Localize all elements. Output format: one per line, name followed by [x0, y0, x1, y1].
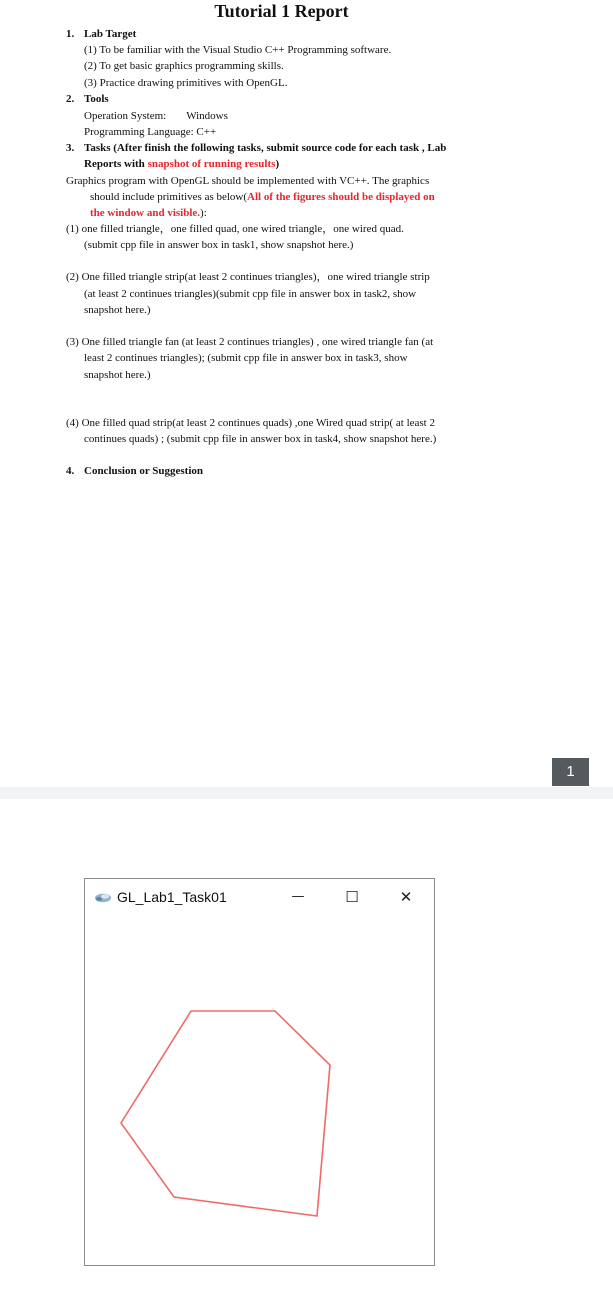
lab-target-item-2: (2) To get basic graphics programming skills.: [84, 60, 284, 72]
operation-system-value: Windows: [186, 110, 228, 122]
tasks-intro-line-3: [90, 206, 207, 220]
lab-target-item-1: (1) To be familiar with the Visual Studio C++ Programming software.: [84, 44, 392, 56]
opengl-window-snapshot: [84, 878, 435, 1266]
app-icon: [94, 891, 112, 909]
window-titlebar: [85, 879, 434, 915]
task-4-line-1: (4) One filled quad strip(at least 2 continues quads) ,one Wired quad strip( at least 2: [66, 417, 435, 429]
task-3-line-3: snapshot here.): [84, 369, 151, 381]
task-2-line-3: snapshot here.): [84, 304, 151, 316]
section-1-number: 1.: [66, 28, 75, 40]
section-3-number: 3.: [66, 142, 75, 154]
tasks-intro-lead: should include primitives as below(: [90, 191, 248, 203]
section-3-title-line-1: Tasks (After finish the following tasks, submit source code for each task , Lab: [84, 142, 447, 154]
page-number-badge: 1: [552, 758, 589, 786]
tasks-intro-line-2: [90, 190, 435, 204]
close-icon: ✕: [399, 888, 413, 906]
tasks-intro-line-1: Graphics program with OpenGL should be implemented with VC++. The graphics: [66, 175, 430, 187]
minimize-icon: —: [291, 889, 305, 904]
section-2-title: Tools: [84, 93, 109, 105]
wired-hexagon: [121, 1011, 330, 1216]
document-title: Tutorial 1 Report: [214, 1, 349, 21]
task-3-line-2: least 2 continues triangles); (submit cpp file in answer box in task3, show: [84, 352, 408, 364]
snapshot-emphasis: snapshot of running results: [147, 158, 276, 170]
task-2-line-1: (2) One filled triangle strip(at least 2 continues triangles)，one wired triangle strip: [66, 271, 430, 283]
task-2-line-2: (at least 2 continues triangles)(submit cpp file in answer box in task2, show: [84, 288, 417, 300]
section-2-number: 2.: [66, 93, 75, 105]
lab-target-item-3: (3) Practice drawing primitives with OpenGL.: [84, 77, 288, 89]
task-4-line-2: continues quads) ; (submit cpp file in answer box in task4, show snapshot here.): [84, 433, 437, 445]
visibility-emphasis-1: All of the figures should be displayed on: [247, 191, 435, 203]
section-4-heading: [66, 464, 203, 478]
section-3-title-lead: Reports with: [84, 158, 148, 170]
section-3-heading: [66, 141, 446, 155]
programming-language-line: Programming Language: C++: [84, 126, 217, 138]
section-3-title-line-2: [84, 157, 279, 171]
section-2-heading: [66, 92, 109, 106]
section-3-title-end: ): [275, 158, 280, 170]
visibility-emphasis-2: the window and visible.: [90, 207, 201, 219]
task-1-line-1: (1) one filled triangle，one filled quad, one wired triangle，one wired quad.: [66, 223, 404, 235]
window-title: GL_Lab1_Task01: [117, 889, 227, 905]
section-1-heading: [66, 27, 136, 41]
task-3-line-1: (3) One filled triangle fan (at least 2 continues triangles) , one wired triangle fan (at: [66, 336, 434, 348]
section-4-title: Conclusion or Suggestion: [84, 465, 203, 477]
section-1-title: Lab Target: [84, 28, 137, 40]
task-1-line-2: (submit cpp file in answer box in task1, show snapshot here.): [84, 239, 354, 251]
page-separator: [0, 787, 613, 799]
gl-canvas: [85, 915, 434, 1265]
tasks-intro-end: ):: [200, 207, 207, 219]
operation-system-line: [84, 109, 228, 123]
section-4-number: 4.: [66, 465, 75, 477]
operation-system-label: Operation System:: [84, 110, 167, 122]
maximize-icon: ☐: [345, 888, 359, 906]
